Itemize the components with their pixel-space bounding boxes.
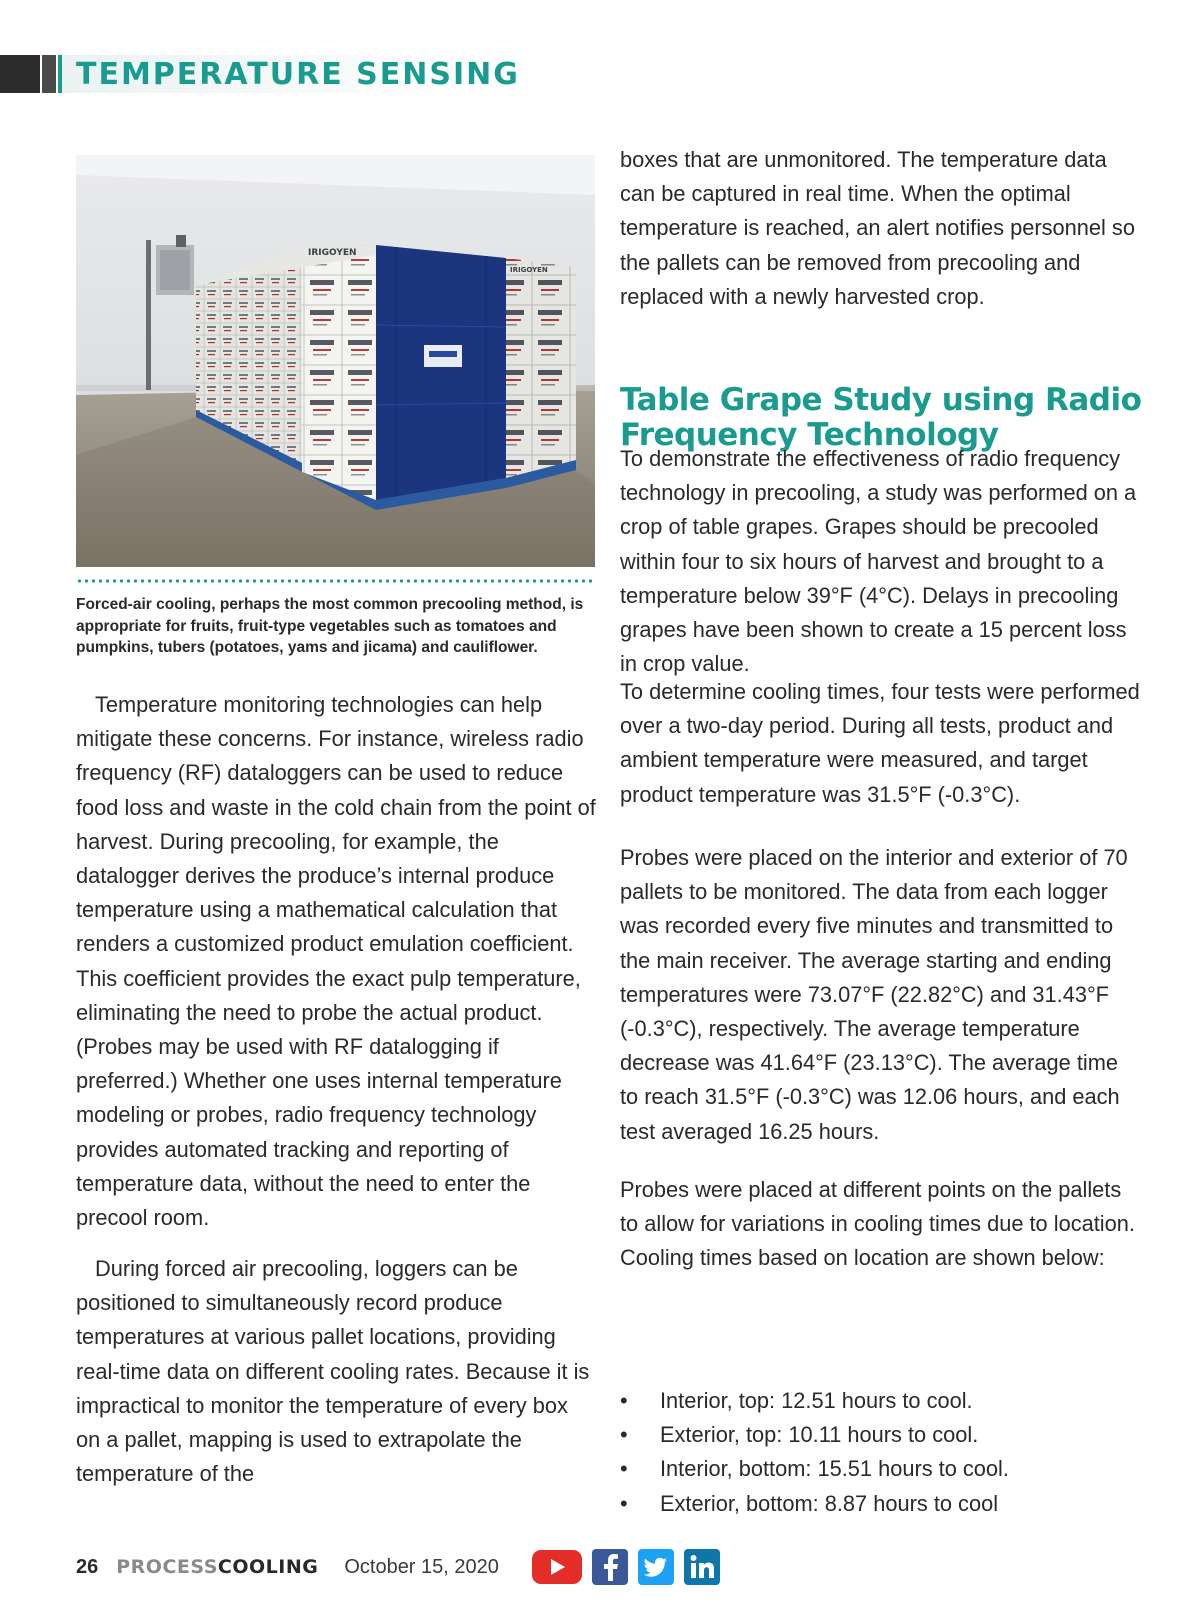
box-brand-label-2: IRIGOYEN bbox=[510, 266, 548, 274]
section-title: TEMPERATURE SENSING bbox=[76, 57, 520, 92]
youtube-icon[interactable] bbox=[531, 1548, 583, 1586]
social-links bbox=[531, 1548, 721, 1586]
list-item: • Interior, bottom: 15.51 hours to cool. bbox=[620, 1456, 1009, 1482]
body-paragraph: During forced air precooling, loggers can be positioned to simultaneously record produce temperatures at various pallet locations, providing real-time data on different cooling rates. Because it is impractical to monitor the temperature of every box on a pallet, mapping is used to extrapolate the temperature of the bbox=[76, 1256, 590, 1487]
figure-caption: Forced-air cooling, perhaps the most common precooling method, is appropriate for fruits, fruit-type vegetables such as tomatoes and pumpkins, tubers (potatoes, yams and jicama) and cauliflower. bbox=[76, 596, 584, 656]
linkedin-icon[interactable] bbox=[683, 1548, 721, 1586]
forced-air-cooling-photo bbox=[76, 155, 595, 567]
facebook-icon[interactable] bbox=[591, 1548, 629, 1586]
box-brand-label: IRIGOYEN bbox=[308, 248, 357, 258]
body-paragraph: To determine cooling times, four tests were performed over a two-day period. During all tests, product and ambient temperature were measured, and target product temperature was 31.5°F (-0.3°C). bbox=[620, 679, 1140, 807]
continued-paragraph: boxes that are unmonitored. The temperature data can be captured in real time. When the optimal temperature is reached, an alert notifies personnel so the pallets can be removed from precooling and replaced with a newly harvested crop. bbox=[620, 147, 1135, 309]
issue-date: October 15, 2020 bbox=[344, 1555, 499, 1578]
subheading: Table Grape Study using Radio Frequency Technology bbox=[620, 382, 1142, 453]
caption-divider bbox=[76, 579, 595, 583]
list-item: • Exterior, bottom: 8.87 hours to cool bbox=[620, 1490, 999, 1516]
list-item: • Interior, top: 12.51 hours to cool. bbox=[620, 1388, 973, 1413]
body-paragraph: Temperature monitoring technologies can help mitigate these concerns. For instance, wireless radio frequency (RF) dataloggers can be used to reduce food loss and waste in the cold chain from the point of harvest. During precooling, for example, the datalogger derives the produce’s internal produce temperature using a mathematical calculation that renders a customized product emulation coefficient. This coefficient provides the exact pulp temperature, eliminating the need to probe the actual product. (Probes may be used with RF datalogging if preferred.) Whether one uses internal temperature modeling or probes, radio frequency technology provides automated tracking and reporting of temperature data, without the need to enter the precool room. bbox=[76, 692, 596, 1231]
list-item: • Exterior, top: 10.11 hours to cool. bbox=[620, 1422, 979, 1448]
page-footer bbox=[76, 1547, 721, 1587]
header-color-bar bbox=[0, 55, 62, 93]
body-paragraph: To demonstrate the effectiveness of radio frequency technology in precooling, a study was performed on a crop of table grapes. Grapes should be precooled within four to six hours of harvest and brought to a temperature below 39°F (4°C). Delays in precooling grapes have been shown to create a 15 percent loss in crop value. bbox=[620, 446, 1137, 677]
cooling-times-list bbox=[620, 1384, 1180, 1521]
twitter-icon[interactable] bbox=[637, 1548, 675, 1586]
body-paragraph: Probes were placed on the interior and exterior of 70 pallets to be monitored. The data from each logger was recorded every five minutes and transmitted to the main receiver. The average starting and ending temperatures were 73.07°F (22.82°C) and 31.43°F (-0.3°C), respectively. The average temperature decrease was 41.64°F (23.13°C). The average time to reach 31.5°F (-0.3°C) was 12.06 hours, and each test averaged 16.25 hours. bbox=[620, 845, 1128, 1144]
body-paragraph: Probes were placed at different points on the pallets to allow for variations in cooling times due to location. Cooling times based on location are shown below: bbox=[620, 1177, 1135, 1271]
page-number: 26 bbox=[76, 1555, 99, 1578]
publication-logo: PROCESSCOOLING bbox=[116, 1556, 319, 1578]
